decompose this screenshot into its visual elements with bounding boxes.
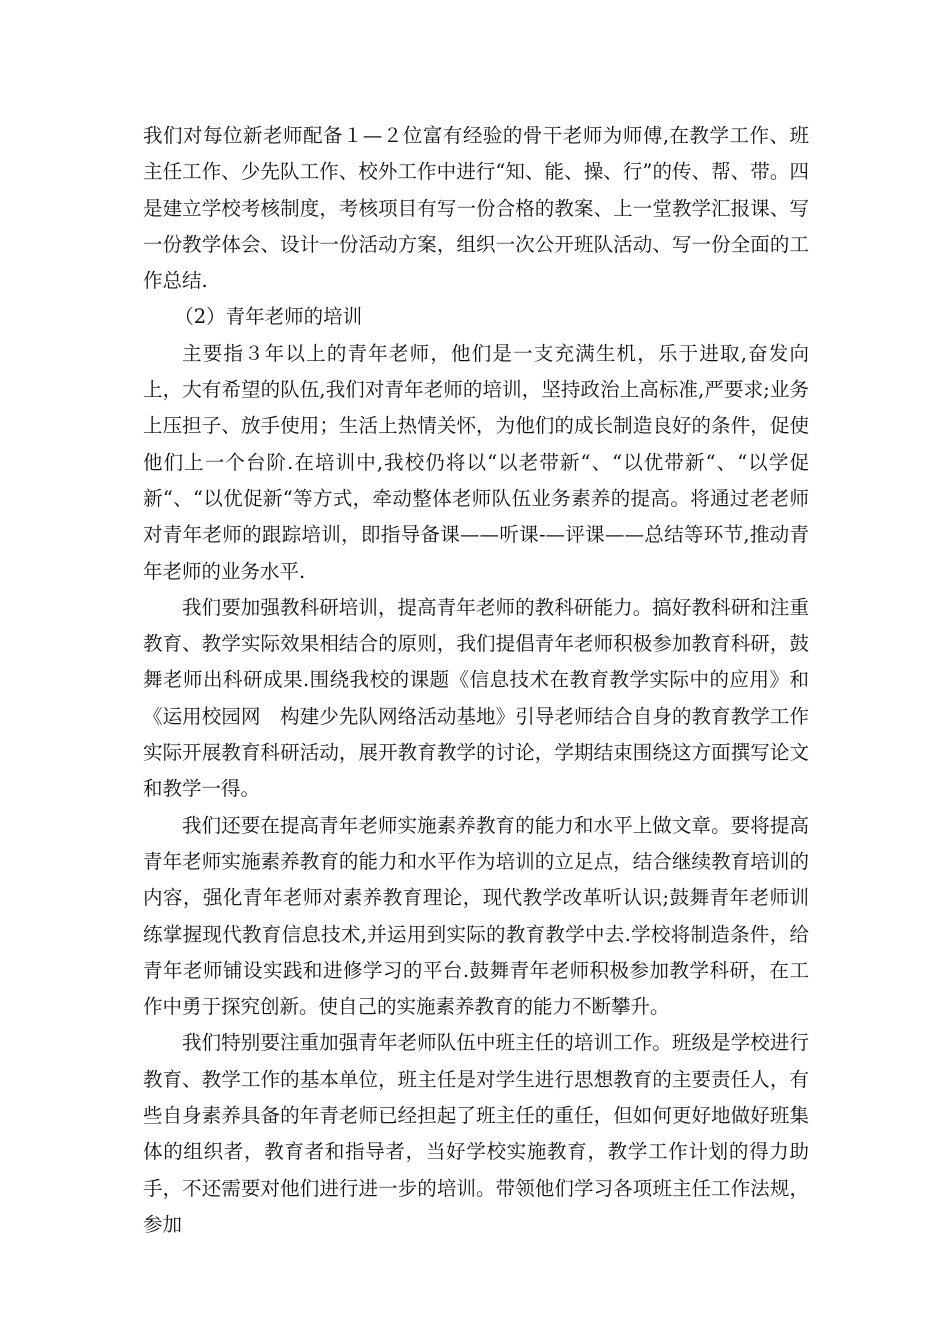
- paragraph-quality-education: 我们还要在提高青年老师实施素养教育的能力和水平上做文章。要将提高青年老师实施素养教育的能力和水平作为培训的立足点，结合继续教育培训的内容，强化青年老师对素养教育理论，现代教学改革听认识;鼓舞青年老师训练掌握现代教育信息技术,并运用到实际的教育教学中去.学校将制造条件，给青年老师铺设实践和进修学习的平台.鼓舞青年老师积极参加教学科研，在工作中勇于探究创新。使自己的实施素养教育的能力不断攀升。: [143, 813, 809, 1019]
- paragraph-research-training: 我们要加强教科研培训，提高青年老师的教科研能力。搞好教科研和注重教育、教学实际效果相结合的原则，我们提倡青年老师积极参加教育科研，鼓舞老师出科研成果.围绕我校的课题《信息技术在教育教学实际中的应用》和《运用校园网 构建少先队网络活动基地》引导老师结合自身的教育教学工作实际开展教育科研活动，展开教育教学的讨论，学期结束围绕这方面撰写论文和教学一得。: [143, 595, 809, 801]
- paragraph-young-teacher-training: 主要指３年以上的青年老师，他们是一支充满生机，乐于进取,奋发向上，大有希望的队伍,我们对青年老师的培训，坚持政治上高标准,严要求;业务上压担子、放手使用；生活上热情关怀，为他们的成长制造良好的条件，促使他们上一个台阶.在培训中,我校仍将以“以老带新“、“以优带新“、“以学促新“、“以优促新“等方式，牵动整体老师队伍业务素养的提高。将通过老老师对青年老师的跟踪培训，即指导备课——听课-—评课——总结等环节,推动青年老师的业务水平.: [143, 341, 809, 583]
- paragraph-mentor-continuation: 我们对每位新老师配备１—２位富有经验的骨干老师为师傅,在教学工作、班主任工作、少先队工作、校外工作中进行“知、能、操、行”的传、帮、带。四是建立学校考核制度，考核项目有写一份合格的教案、上一堂教学汇报课、写一份教学体会、设计一份活动方案，组织一次公开班队活动、写一份全面的工作总结.: [143, 124, 809, 293]
- document-body: [143, 118, 809, 1243]
- section-heading-young-teachers: （2）青年老师的培训: [174, 305, 363, 329]
- paragraph-class-teacher-training: 我们特别要注重加强青年老师队伍中班主任的培训工作。班级是学校进行教育、教学工作的基本单位，班主任是对学生进行思想教育的主要责任人，有些自身素养具备的年青老师已经担起了班主任的重任，但如何更好地做好班集体的组织者，教育者和指导者，当好学校实施教育，教学工作计划的得力助手，不还需要对他们进行进一步的培训。带领他们学习各项班主任工作法规，参加: [143, 1031, 809, 1236]
